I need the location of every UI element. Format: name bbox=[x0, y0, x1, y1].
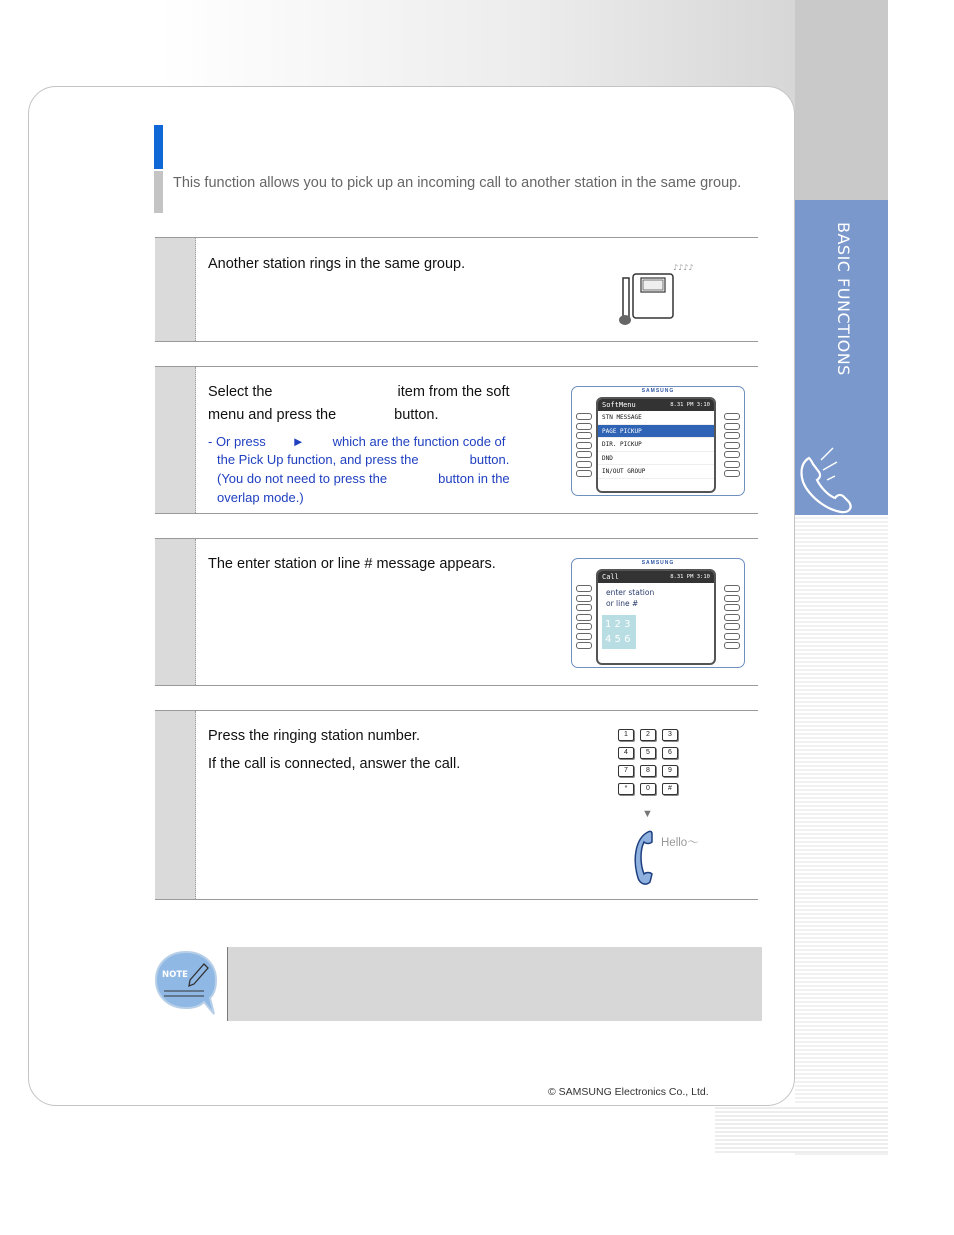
step-1 bbox=[155, 237, 758, 342]
lcd-screen bbox=[596, 569, 716, 665]
menu-item[interactable]: IN/OUT GROUP bbox=[598, 465, 714, 479]
key-star[interactable]: * bbox=[618, 783, 634, 795]
handset-icon bbox=[628, 828, 658, 888]
step-2-note-line-2 bbox=[217, 451, 509, 470]
softmenu-lcd bbox=[571, 386, 745, 496]
left-soft-buttons[interactable] bbox=[576, 413, 592, 480]
chapter-tab-label: BASIC FUNCTIONS bbox=[834, 222, 853, 376]
step-2-note-line-1 bbox=[208, 433, 505, 452]
step-1-text: Another station rings in the same group. bbox=[208, 256, 466, 272]
key-0[interactable]: 0 bbox=[640, 783, 656, 795]
key-2[interactable]: 2 bbox=[640, 729, 656, 741]
key-6[interactable]: 6 bbox=[662, 747, 678, 759]
right-soft-buttons[interactable] bbox=[724, 413, 740, 480]
step-2 bbox=[155, 366, 758, 514]
key-hash[interactable]: # bbox=[662, 783, 678, 795]
lcd-message-line: enter station bbox=[606, 588, 655, 597]
lcd-title: SoftMenu bbox=[602, 401, 636, 409]
call-lcd bbox=[571, 558, 745, 668]
lcd-message bbox=[598, 583, 714, 609]
step-2-note-line-3 bbox=[217, 470, 510, 489]
menu-item[interactable]: STN MESSAGE bbox=[598, 411, 714, 425]
menu-item[interactable]: DIR. PICKUP bbox=[598, 438, 714, 452]
lcd-title-bar bbox=[598, 399, 714, 411]
note-text: (You do not need to press the bbox=[217, 471, 388, 486]
step-3 bbox=[155, 538, 758, 686]
key-9[interactable]: 9 bbox=[662, 765, 678, 777]
step-4-line-2: If the call is connected, answer the call. bbox=[208, 756, 461, 772]
key-1[interactable]: 1 bbox=[618, 729, 634, 741]
hello-label: Hello～ bbox=[661, 837, 699, 849]
step-2-text: item from the soft bbox=[397, 384, 510, 400]
key-7[interactable]: 7 bbox=[618, 765, 634, 777]
note-box bbox=[227, 947, 762, 1021]
digit-row: 1 2 3 bbox=[605, 619, 631, 630]
phone-handset-icon bbox=[795, 440, 865, 520]
step-3-text: The enter station or line # message appears. bbox=[208, 556, 496, 572]
key-5[interactable]: 5 bbox=[640, 747, 656, 759]
arrow-right-icon: ► bbox=[291, 434, 305, 449]
right-soft-buttons[interactable] bbox=[724, 585, 740, 652]
side-stripes bbox=[795, 515, 888, 1155]
note-text: button in the bbox=[438, 471, 510, 486]
step-number-cell bbox=[155, 367, 196, 513]
key-4[interactable]: 4 bbox=[618, 747, 634, 759]
digit-display bbox=[602, 615, 636, 649]
key-8[interactable]: 8 bbox=[640, 765, 656, 777]
step-2-line-1 bbox=[208, 381, 510, 404]
copyright: © SAMSUNG Electronics Co., Ltd. bbox=[548, 1086, 709, 1098]
step-2-text: Select the bbox=[208, 384, 273, 400]
step-2-note-line-4: overlap mode.) bbox=[217, 490, 304, 505]
note-icon-label: NOTE bbox=[162, 970, 188, 980]
lcd-clock: 8.31 PM 3:10 bbox=[670, 574, 710, 580]
step-2-text: menu and press the bbox=[208, 407, 337, 423]
digit-row: 4 5 6 bbox=[605, 634, 631, 645]
side-strip bbox=[795, 0, 888, 200]
note-text: the Pick Up function, and press the bbox=[217, 452, 419, 467]
note-text: - Or press bbox=[208, 434, 266, 449]
key-3[interactable]: 3 bbox=[662, 729, 678, 741]
menu-item[interactable]: DND bbox=[598, 452, 714, 466]
note-pencil-icon bbox=[154, 950, 218, 1018]
intro-text: This function allows you to pick up an incoming call to another station in the same group. bbox=[173, 175, 742, 191]
step-4-line-1: Press the ringing station number. bbox=[208, 728, 420, 744]
desk-phone-ringing-icon bbox=[613, 258, 713, 330]
step-number-cell bbox=[155, 711, 196, 899]
lcd-title: Call bbox=[602, 573, 619, 581]
lcd-screen bbox=[596, 397, 716, 493]
menu-item-selected[interactable]: PAGE PICKUP bbox=[598, 425, 714, 439]
lcd-brand: SAMSUNG bbox=[641, 388, 675, 394]
note-text: which are the function code of bbox=[332, 434, 506, 449]
lcd-brand: SAMSUNG bbox=[641, 560, 675, 566]
lcd-clock: 8.31 PM 3:10 bbox=[670, 402, 710, 408]
footer-stripes bbox=[715, 1105, 888, 1153]
step-number-cell bbox=[155, 238, 196, 341]
left-soft-buttons[interactable] bbox=[576, 585, 592, 652]
step-2-line-2 bbox=[208, 404, 439, 427]
section-marker-lower bbox=[154, 171, 163, 213]
note-text: button. bbox=[469, 452, 510, 467]
lcd-title-bar bbox=[598, 571, 714, 583]
lcd-message-line: or line # bbox=[606, 599, 639, 608]
ringing-marks: ♪♪♪♪ bbox=[673, 263, 694, 272]
step-number-cell bbox=[155, 539, 196, 685]
step-2-text: button. bbox=[394, 407, 439, 423]
arrow-down-icon: ▼ bbox=[642, 808, 653, 820]
section-marker bbox=[154, 125, 163, 169]
